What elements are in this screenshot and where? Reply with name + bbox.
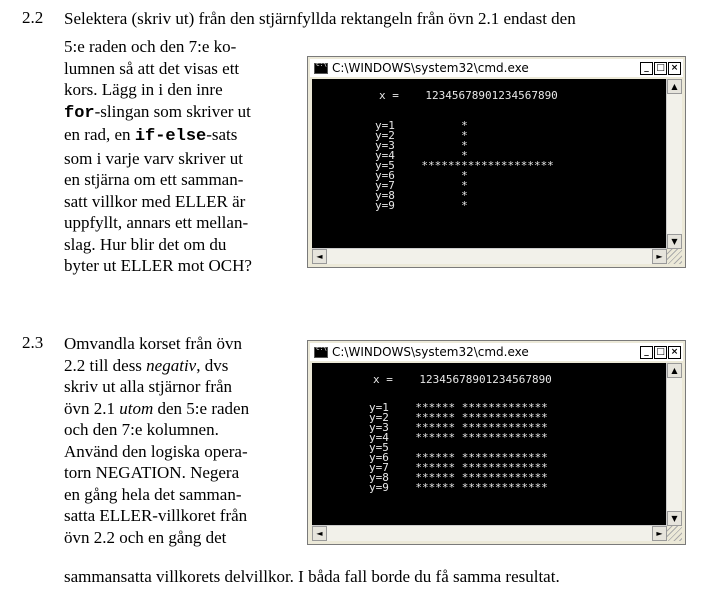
text-line: byter ut ELLER mot OCH? <box>64 256 252 275</box>
maximize-button[interactable]: □ <box>654 62 667 75</box>
console-line: y=9 * <box>375 199 468 212</box>
minimize-button[interactable]: _ <box>640 62 653 75</box>
console-line: y=8 * <box>375 189 468 202</box>
text-line <box>64 124 288 148</box>
text-line: en stjärna om ett samman- <box>64 170 244 189</box>
exercise-2-3-body <box>64 333 286 548</box>
text-fragment: -sats <box>206 125 238 144</box>
console-line: y=7 ****** ************* <box>369 461 548 474</box>
italic-word: utom <box>119 398 154 418</box>
console-line: y=5 ******************** <box>375 159 554 172</box>
console-line: y=2 ****** ************* <box>369 411 548 424</box>
text-line: en gång hela det samman- <box>64 484 242 504</box>
close-button[interactable]: × <box>668 62 681 75</box>
exercise-2-3-last-line: sammansatta villkorets delvillkor. I båda fall borde du få samma resultat. <box>64 567 560 586</box>
text-line: Omvandla korset från övn <box>64 334 242 353</box>
vertical-scrollbar[interactable] <box>666 79 682 249</box>
scroll-right-button[interactable]: ► <box>652 526 667 541</box>
scroll-right-button[interactable]: ► <box>652 249 667 264</box>
scroll-up-button[interactable]: ▲ <box>667 363 682 378</box>
window-controls <box>640 62 681 75</box>
scroll-left-button[interactable]: ◄ <box>312 249 327 264</box>
text-line: uppfyllt, annars ett mellan- <box>64 213 249 232</box>
text-line: satt villkor med ELLER är <box>64 191 246 211</box>
text-fragment: övn 2.1 <box>64 398 120 418</box>
text-line: Använd den logiska opera- <box>64 441 248 461</box>
text-line: slag. Hur blir det om du <box>64 234 227 254</box>
text-line: 5:e raden och den 7:e ko- <box>64 37 237 56</box>
cmd-icon <box>314 347 328 358</box>
console-line: y=7 * <box>375 179 468 192</box>
title-bar[interactable] <box>310 343 683 361</box>
exercise-2-2-line-1: Selektera (skriv ut) från den stjärnfyllda rektangeln från övn 2.1 endast den <box>64 9 576 28</box>
text-line: satta ELLER-villkoret från <box>64 506 248 525</box>
scroll-up-button[interactable]: ▲ <box>667 79 682 94</box>
text-line <box>64 355 286 377</box>
resize-grip-icon[interactable] <box>667 249 682 264</box>
text-fragment: 2.2 till dess <box>64 355 147 375</box>
console-line: y=4 ****** ************* <box>369 431 548 444</box>
console-output[interactable] <box>312 363 667 526</box>
horizontal-scrollbar[interactable] <box>312 525 667 541</box>
console-line: y=3 ****** ************* <box>369 421 548 434</box>
console-line: y=6 * <box>375 169 468 182</box>
text-line: och den 7:e kolumnen. <box>64 420 219 439</box>
text-line <box>64 101 288 125</box>
console-line: y=3 * <box>375 139 468 152</box>
keyword-for: for <box>64 103 95 123</box>
title-bar[interactable] <box>310 59 683 77</box>
text-line: kors. Lägg in i den inre <box>64 80 223 99</box>
text-line: som i varje varv skriver ut <box>64 148 243 168</box>
vertical-scrollbar[interactable] <box>666 363 682 526</box>
italic-word: negativ <box>146 355 197 375</box>
window-controls <box>640 346 681 359</box>
console-line: y=5 <box>369 441 389 454</box>
resize-grip-icon[interactable] <box>667 526 682 541</box>
console-line: y=2 * <box>375 129 468 142</box>
console-line: y=6 ****** ************* <box>369 451 548 464</box>
horizontal-scrollbar[interactable] <box>312 248 667 264</box>
console-line: x = 12345678901234567890 <box>379 89 558 102</box>
console-line: y=9 ****** ************* <box>369 481 548 494</box>
console-line: y=1 ****** ************* <box>369 401 548 414</box>
text-line: torn NEGATION. Negera <box>64 463 240 482</box>
scroll-left-button[interactable]: ◄ <box>312 526 327 541</box>
console-line: y=1 * <box>375 119 468 132</box>
window-title: C:\WINDOWS\system32\cmd.exe <box>332 61 529 75</box>
window-title: C:\WINDOWS\system32\cmd.exe <box>332 345 529 359</box>
text-line: skriv ut alla stjärnor från <box>64 377 233 396</box>
text-line <box>64 398 286 420</box>
scroll-down-button[interactable]: ▼ <box>667 511 682 526</box>
text-fragment: , dvs <box>196 355 229 375</box>
text-line: övn 2.2 och en gång det <box>64 527 227 547</box>
text-fragment: den 5:e raden <box>153 398 250 418</box>
console-line: y=4 * <box>375 149 468 162</box>
cmd-window-1[interactable] <box>307 56 686 268</box>
scroll-down-button[interactable]: ▼ <box>667 234 682 249</box>
exercise-number-2-2: 2.2 <box>22 8 44 27</box>
text-line: lumnen så att det visas ett <box>64 58 240 78</box>
cmd-window-2[interactable] <box>307 340 686 545</box>
console-line: y=8 ****** ************* <box>369 471 548 484</box>
console-output[interactable] <box>312 79 667 249</box>
console-line: x = 12345678901234567890 <box>373 373 552 386</box>
text-fragment: -slingan som skriver ut <box>94 101 251 121</box>
exercise-2-2-body <box>64 36 288 277</box>
maximize-button[interactable]: □ <box>654 346 667 359</box>
text-fragment: en rad, en <box>64 125 135 144</box>
minimize-button[interactable]: _ <box>640 346 653 359</box>
close-button[interactable]: × <box>668 346 681 359</box>
cmd-icon <box>314 63 328 74</box>
keyword-if-else: if-else <box>134 127 207 146</box>
exercise-number-2-3: 2.3 <box>22 333 44 352</box>
